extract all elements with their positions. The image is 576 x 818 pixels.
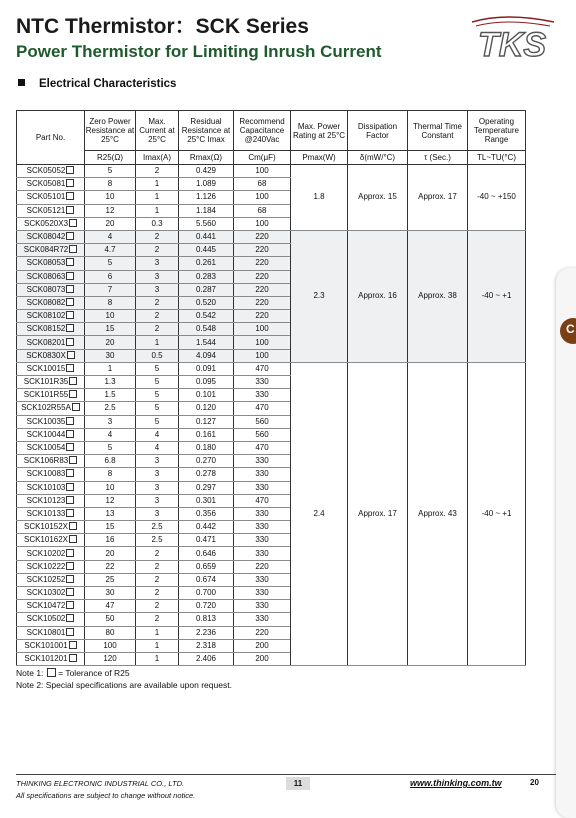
tolerance-box-icon [69,641,77,649]
capacitance-cell: 560 [234,428,291,441]
part-no-cell: SCK10015 [17,362,85,375]
residual-cell: 5.560 [179,217,234,230]
part-no-cell: SCK10502 [17,613,85,626]
residual-cell: 1.089 [179,178,234,191]
part-no-cell: SCK101R35 [17,376,85,389]
note-1-prefix: Note 1: [16,668,44,678]
tolerance-box-icon [66,285,74,293]
resistance-cell: 5 [85,441,136,454]
part-no-cell: SCK084R72 [17,244,85,257]
unit-operating: TL~TU(°C) [468,151,526,165]
residual-cell: 0.091 [179,362,234,375]
capacitance-cell: 330 [234,573,291,586]
tolerance-box-icon [69,535,77,543]
current-cell: 2 [136,547,179,560]
current-cell: 3 [136,257,179,270]
part-no-cell: SCK10202 [17,547,85,560]
current-cell: 1 [136,639,179,652]
residual-cell: 0.301 [179,494,234,507]
current-cell: 5 [136,415,179,428]
tolerance-box-icon [66,549,74,557]
part-no-cell: SCK08201 [17,336,85,349]
residual-cell: 0.659 [179,560,234,573]
part-no-cell: SCK10083 [17,468,85,481]
part-no-cell: SCK08063 [17,270,85,283]
tolerance-box-icon [66,272,74,280]
part-no-cell: SCK10252 [17,573,85,586]
tolerance-box-icon [66,258,74,266]
header-capacitance: Recommend Capacitance @240Vac [234,111,291,151]
part-no-cell: SCK102R55A [17,402,85,415]
footer-company: THINKING ELECTRONIC INDUSTRIAL CO., LTD. [16,779,185,788]
residual-cell: 2.406 [179,652,234,665]
residual-cell: 0.520 [179,296,234,309]
resistance-cell: 47 [85,600,136,613]
table-row [17,165,526,178]
part-no-cell: SCK101R55 [17,389,85,402]
unit-residual: Rmax(Ω) [179,151,234,165]
residual-cell: 0.095 [179,376,234,389]
current-cell: 3 [136,494,179,507]
capacitance-cell: 220 [234,626,291,639]
part-no-cell: SCK10133 [17,507,85,520]
part-no-cell: SCK10035 [17,415,85,428]
current-cell: 5 [136,402,179,415]
capacitance-cell: 470 [234,362,291,375]
residual-cell: 0.278 [179,468,234,481]
part-no-cell: SCK08082 [17,296,85,309]
tolerance-box-icon [66,298,74,306]
tolerance-box-icon [69,522,77,530]
capacitance-cell: 68 [234,178,291,191]
header-part-no: Part No. [17,111,85,165]
operating-group-cell: -40 ~ +1 [468,230,526,362]
resistance-cell: 50 [85,613,136,626]
part-no-cell: SCK05121 [17,204,85,217]
current-cell: 2.5 [136,521,179,534]
residual-cell: 0.180 [179,441,234,454]
tolerance-box-icon [66,179,74,187]
note-1 [16,667,232,679]
capacitance-cell: 470 [234,402,291,415]
resistance-cell: 100 [85,639,136,652]
current-cell: 2 [136,296,179,309]
current-cell: 3 [136,283,179,296]
header-residual: Residual Resistance at 25°C Imax [179,111,234,151]
tolerance-box-icon [66,575,74,583]
resistance-cell: 5 [85,257,136,270]
residual-cell: 0.356 [179,507,234,520]
capacitance-cell: 220 [234,244,291,257]
dissipation-group-cell: Approx. 16 [348,230,408,362]
tolerance-box-icon [66,430,74,438]
current-cell: 2 [136,587,179,600]
current-cell: 3 [136,481,179,494]
tolerance-box-icon [72,403,80,411]
capacitance-cell: 470 [234,441,291,454]
residual-cell: 0.548 [179,323,234,336]
part-no-cell: SCK08152 [17,323,85,336]
tolerance-box-icon [66,588,74,596]
part-no-cell: SCK10103 [17,481,85,494]
current-cell: 1 [136,652,179,665]
resistance-cell: 7 [85,283,136,296]
capacitance-cell: 220 [234,296,291,309]
residual-cell: 0.161 [179,428,234,441]
capacitance-cell: 560 [234,415,291,428]
residual-cell: 0.101 [179,389,234,402]
resistance-cell: 8 [85,178,136,191]
unit-max-power: Pmax(W) [291,151,348,165]
residual-cell: 0.542 [179,310,234,323]
tolerance-box-icon [66,562,74,570]
current-cell: 2 [136,310,179,323]
header-thermal: Thermal Time Constant [408,111,468,151]
current-cell: 5 [136,362,179,375]
footer-disclaimer: All specifications are subject to change without notice. [16,791,196,800]
resistance-cell: 2.5 [85,402,136,415]
tolerance-box-icon [66,166,74,174]
tolerance-box-icon [69,219,77,227]
residual-cell: 0.283 [179,270,234,283]
residual-cell: 0.127 [179,415,234,428]
residual-cell: 0.441 [179,230,234,243]
table-row [17,362,526,375]
tolerance-box-icon [66,232,74,240]
residual-cell: 0.429 [179,165,234,178]
tolerance-box-icon [69,456,77,464]
thermal-group-cell: Approx. 17 [408,165,468,231]
capacitance-cell: 470 [234,494,291,507]
tolerance-box-icon [69,377,77,385]
resistance-cell: 13 [85,507,136,520]
tolerance-box-icon [66,324,74,332]
capacitance-cell: 330 [234,587,291,600]
capacitance-cell: 100 [234,323,291,336]
part-no-cell: SCK05081 [17,178,85,191]
part-no-cell: SCK10044 [17,428,85,441]
tolerance-box-icon [66,601,74,609]
tolerance-box-icon [66,469,74,477]
dissipation-group-cell: Approx. 15 [348,165,408,231]
residual-cell: 4.094 [179,349,234,362]
part-no-cell: SCK10801 [17,626,85,639]
resistance-cell: 10 [85,191,136,204]
residual-cell: 1.126 [179,191,234,204]
tolerance-box-icon [66,509,74,517]
residual-cell: 0.120 [179,402,234,415]
tolerance-box-icon [66,311,74,319]
footer-year: 20 [530,778,539,787]
capacitance-cell: 330 [234,468,291,481]
current-cell: 0.3 [136,217,179,230]
current-cell: 2 [136,165,179,178]
resistance-cell: 22 [85,560,136,573]
resistance-cell: 16 [85,534,136,547]
page-title: NTC Thermistor：SCK Series [16,15,309,38]
current-cell: 2 [136,230,179,243]
current-cell: 1 [136,204,179,217]
capacitance-cell: 330 [234,389,291,402]
unit-capacitance: Cm(μF) [234,151,291,165]
capacitance-cell: 100 [234,336,291,349]
unit-dissipation: δ(mW/°C) [348,151,408,165]
electrical-characteristics-table [16,110,526,666]
resistance-cell: 12 [85,494,136,507]
tolerance-box-icon [66,364,74,372]
capacitance-cell: 100 [234,217,291,230]
part-no-cell: SCK05052 [17,165,85,178]
resistance-cell: 120 [85,652,136,665]
part-no-cell: SCK08102 [17,310,85,323]
resistance-cell: 6 [85,270,136,283]
footer-divider [16,774,560,775]
part-no-cell: SCK10472 [17,600,85,613]
capacitance-cell: 330 [234,600,291,613]
capacitance-cell: 330 [234,455,291,468]
residual-cell: 0.442 [179,521,234,534]
residual-cell: 2.318 [179,639,234,652]
part-no-cell: SCK101201 [17,652,85,665]
current-cell: 1 [136,626,179,639]
capacitance-cell: 330 [234,507,291,520]
tolerance-box-icon [47,668,56,677]
capacitance-cell: 220 [234,560,291,573]
residual-cell: 2.236 [179,626,234,639]
resistance-cell: 1 [85,362,136,375]
power-group-cell: 2.4 [291,362,348,665]
residual-cell: 0.720 [179,600,234,613]
unit-max-current: Imax(A) [136,151,179,165]
resistance-cell: 8 [85,296,136,309]
part-no-cell: SCK10302 [17,587,85,600]
section-heading [18,78,176,90]
tolerance-box-icon [69,390,77,398]
resistance-cell: 10 [85,310,136,323]
residual-cell: 0.445 [179,244,234,257]
resistance-cell: 4.7 [85,244,136,257]
current-cell: 2 [136,613,179,626]
page-number: 11 [286,777,310,790]
current-cell: 2 [136,323,179,336]
part-no-cell: SCK10222 [17,560,85,573]
note-2: Note 2: Special specifications are available upon request. [16,680,232,690]
tolerance-box-icon [66,206,74,214]
capacitance-cell: 220 [234,310,291,323]
part-no-cell: SCK0830X [17,349,85,362]
thermal-group-cell: Approx. 38 [408,230,468,362]
residual-cell: 0.700 [179,587,234,600]
resistance-cell: 4 [85,428,136,441]
svg-text:TKS: TKS [478,26,546,64]
capacitance-cell: 220 [234,270,291,283]
current-cell: 2 [136,600,179,613]
current-cell: 5 [136,376,179,389]
resistance-cell: 20 [85,547,136,560]
capacitance-cell: 220 [234,230,291,243]
tolerance-box-icon [66,192,74,200]
tolerance-box-icon [67,351,75,359]
residual-cell: 0.471 [179,534,234,547]
capacitance-cell: 100 [234,349,291,362]
current-cell: 3 [136,270,179,283]
capacitance-cell: 330 [234,376,291,389]
assistant-icon[interactable]: C [566,322,575,336]
residual-cell: 1.544 [179,336,234,349]
notes [16,667,232,691]
resistance-cell: 1.3 [85,376,136,389]
capacitance-cell: 330 [234,481,291,494]
resistance-cell: 6.8 [85,455,136,468]
current-cell: 2 [136,244,179,257]
tolerance-box-icon [66,417,74,425]
section-title: Electrical Characteristics [39,78,177,90]
capacitance-cell: 200 [234,652,291,665]
part-no-cell: SCK0520X3 [17,217,85,230]
tolerance-box-icon [66,628,74,636]
resistance-cell: 3 [85,415,136,428]
resistance-cell: 4 [85,230,136,243]
residual-cell: 0.297 [179,481,234,494]
current-cell: 0.5 [136,349,179,362]
current-cell: 5 [136,389,179,402]
part-no-cell: SCK10123 [17,494,85,507]
current-cell: 1 [136,178,179,191]
header-operating: Operating Temperature Range [468,111,526,151]
part-no-cell: SCK10054 [17,441,85,454]
square-bullet-icon [18,79,25,86]
header-max-current: Max. Current at 25°C [136,111,179,151]
unit-zero-power: R25(Ω) [85,151,136,165]
current-cell: 4 [136,428,179,441]
part-no-cell: SCK05101 [17,191,85,204]
tolerance-box-icon [69,245,77,253]
capacitance-cell: 330 [234,613,291,626]
header-zero-power: Zero Power Resistance at 25°C [85,111,136,151]
resistance-cell: 5 [85,165,136,178]
capacitance-cell: 68 [234,204,291,217]
part-no-cell: SCK10162X [17,534,85,547]
current-cell: 4 [136,441,179,454]
residual-cell: 0.261 [179,257,234,270]
header-max-power: Max. Power Rating at 25°C [291,111,348,151]
resistance-cell: 80 [85,626,136,639]
capacitance-cell: 100 [234,165,291,178]
residual-cell: 0.646 [179,547,234,560]
part-no-cell: SCK08053 [17,257,85,270]
note-1-text: = Tolerance of R25 [58,668,130,678]
tolerance-box-icon [66,443,74,451]
resistance-cell: 1.5 [85,389,136,402]
current-cell: 3 [136,507,179,520]
tolerance-box-icon [66,496,74,504]
page-subtitle: Power Thermistor for Limiting Inrush Current [16,42,382,61]
dissipation-group-cell: Approx. 17 [348,362,408,665]
residual-cell: 1.184 [179,204,234,217]
capacitance-cell: 330 [234,547,291,560]
current-cell: 2 [136,573,179,586]
capacitance-cell: 220 [234,257,291,270]
resistance-cell: 15 [85,521,136,534]
footer-website-link[interactable]: www.thinking.com.tw [410,778,502,788]
resistance-cell: 20 [85,336,136,349]
current-cell: 3 [136,455,179,468]
brand-logo [466,10,558,64]
power-group-cell: 1.8 [291,165,348,231]
residual-cell: 0.674 [179,573,234,586]
resistance-cell: 10 [85,481,136,494]
resistance-cell: 8 [85,468,136,481]
residual-cell: 0.287 [179,283,234,296]
capacitance-cell: 330 [234,521,291,534]
part-no-cell: SCK101001 [17,639,85,652]
part-no-cell: SCK08073 [17,283,85,296]
current-cell: 3 [136,468,179,481]
residual-cell: 0.813 [179,613,234,626]
unit-thermal: τ (Sec.) [408,151,468,165]
tolerance-box-icon [66,338,74,346]
current-cell: 2.5 [136,534,179,547]
table-row [17,230,526,243]
table-body [17,165,526,666]
operating-group-cell: -40 ~ +1 [468,362,526,665]
tolerance-box-icon [66,614,74,622]
current-cell: 2 [136,560,179,573]
part-no-cell: SCK10152X [17,521,85,534]
resistance-cell: 30 [85,349,136,362]
capacitance-cell: 200 [234,639,291,652]
resistance-cell: 15 [85,323,136,336]
header-dissipation: Dissipation Factor [348,111,408,151]
residual-cell: 0.270 [179,455,234,468]
capacitance-cell: 330 [234,534,291,547]
side-panel-tab[interactable] [556,268,576,818]
capacitance-cell: 100 [234,191,291,204]
capacitance-cell: 220 [234,283,291,296]
current-cell: 1 [136,336,179,349]
part-no-cell: SCK08042 [17,230,85,243]
tolerance-box-icon [69,654,77,662]
power-group-cell: 2.3 [291,230,348,362]
part-no-cell: SCK106R83 [17,455,85,468]
resistance-cell: 25 [85,573,136,586]
resistance-cell: 12 [85,204,136,217]
tolerance-box-icon [66,483,74,491]
operating-group-cell: -40 ~ +150 [468,165,526,231]
thermal-group-cell: Approx. 43 [408,362,468,665]
resistance-cell: 30 [85,587,136,600]
current-cell: 1 [136,191,179,204]
resistance-cell: 20 [85,217,136,230]
